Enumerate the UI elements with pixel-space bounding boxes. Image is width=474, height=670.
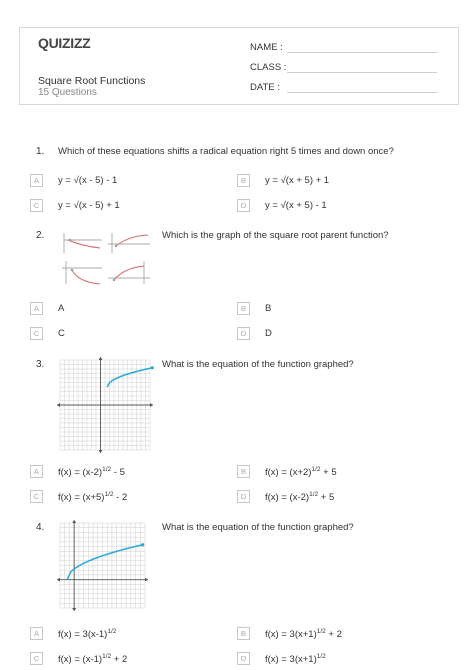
graph-question-4 bbox=[55, 518, 155, 613]
name-label: NAME : bbox=[250, 42, 283, 53]
question-text: What is the equation of the function graphed? bbox=[162, 522, 354, 533]
question-number: 4. bbox=[36, 522, 45, 533]
option-text: $f(x) = (x-2)^{1/2} + 5$ bbox=[265, 491, 335, 503]
date-field[interactable] bbox=[287, 92, 437, 93]
class-label: CLASS : bbox=[250, 62, 287, 73]
question-number: 1. bbox=[36, 146, 45, 157]
option-box-a[interactable]: A bbox=[30, 627, 43, 640]
option-box-b[interactable]: B bbox=[237, 302, 250, 315]
worksheet-title: Square Root Functions bbox=[38, 75, 146, 87]
option-box-c[interactable]: C bbox=[30, 199, 43, 212]
question-number: 3. bbox=[36, 359, 45, 370]
option-text: $f(x) = (x+5)^{1/2} - 2$ bbox=[58, 491, 128, 503]
option-text: y = √(x - 5) + 1 bbox=[58, 200, 120, 211]
question-count: 15 Questions bbox=[38, 87, 97, 98]
option-text: y = √(x + 5) + 1 bbox=[265, 175, 330, 186]
option-box-b[interactable]: B bbox=[237, 627, 250, 640]
graph-question-3 bbox=[55, 355, 155, 455]
option-text: $f(x) = (x-1)^{1/2} + 2$ bbox=[58, 653, 128, 665]
option-text: A bbox=[58, 303, 65, 314]
question-text: What is the equation of the function graphed? bbox=[162, 359, 354, 370]
curve-arrowhead bbox=[141, 543, 144, 546]
name-field[interactable] bbox=[287, 52, 437, 53]
grid-lines bbox=[60, 523, 145, 608]
option-text: $f(x) = 3(x+1)^{1/2}$ bbox=[265, 653, 326, 665]
option-text: $f(x) = (x-2)^{1/2} - 5$ bbox=[58, 466, 125, 478]
option-box-b[interactable]: B bbox=[237, 465, 250, 478]
curve-arrowhead bbox=[151, 366, 154, 369]
option-box-d[interactable]: D bbox=[237, 199, 250, 212]
option-text: $f(x) = (x+2)^{1/2} + 5$ bbox=[265, 466, 337, 478]
question-text: Which is the graph of the square root parent function? bbox=[162, 230, 389, 241]
option-box-d[interactable]: D bbox=[237, 490, 250, 503]
class-field[interactable] bbox=[287, 72, 437, 73]
option-box-a[interactable]: A bbox=[30, 174, 43, 187]
four-graph-thumbnails bbox=[58, 228, 153, 288]
option-box-d[interactable]: D bbox=[237, 327, 250, 340]
option-box-c[interactable]: C bbox=[30, 490, 43, 503]
option-box-c[interactable]: C bbox=[30, 327, 43, 340]
option-text: C bbox=[58, 328, 65, 339]
option-text: D bbox=[265, 328, 272, 339]
function-curve bbox=[67, 545, 143, 580]
question-text: Which of these equations shifts a radical equation right 5 times and down once? bbox=[58, 146, 394, 157]
option-text: y = √(x + 5) - 1 bbox=[265, 200, 327, 211]
option-box-d[interactable]: D bbox=[237, 652, 250, 665]
option-box-a[interactable]: A bbox=[30, 302, 43, 315]
option-text: $f(x) = 3(x-1)^{1/2}$ bbox=[58, 628, 117, 640]
option-box-b[interactable]: B bbox=[237, 174, 250, 187]
option-text: $f(x) = 3(x+1)^{1/2} + 2$ bbox=[265, 628, 342, 640]
option-text: B bbox=[265, 303, 272, 314]
option-box-a[interactable]: A bbox=[30, 465, 43, 478]
option-box-c[interactable]: C bbox=[30, 652, 43, 665]
quizizz-logo: QUIZIZZ bbox=[38, 35, 91, 51]
question-number: 2. bbox=[36, 230, 45, 241]
option-text: y = √(x - 5) - 1 bbox=[58, 175, 118, 186]
date-label: DATE : bbox=[250, 82, 280, 93]
